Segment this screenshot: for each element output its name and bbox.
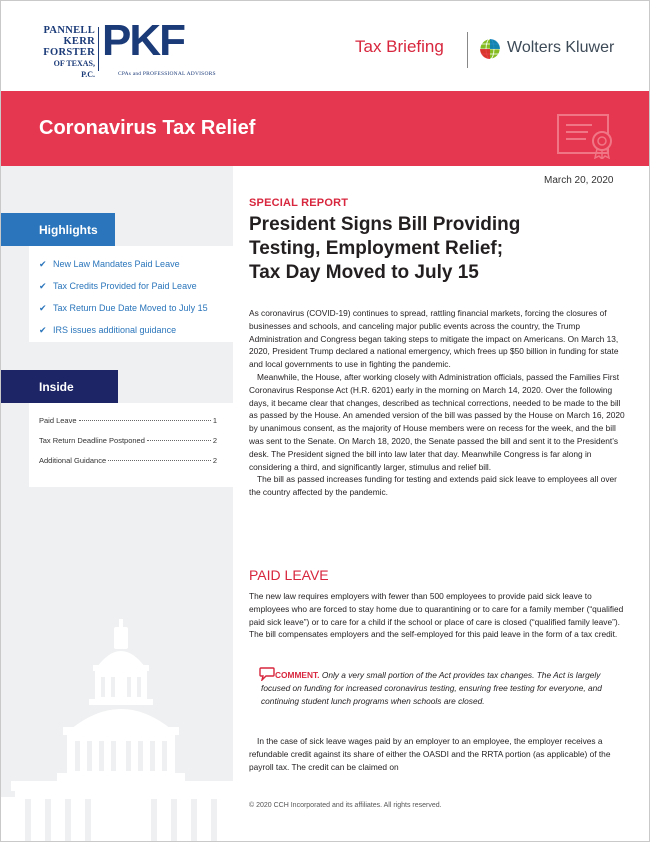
toc-leader (108, 460, 211, 461)
headline-line: President Signs Bill Providing (249, 214, 521, 235)
highlight-item (39, 325, 208, 347)
publisher-name: Wolters Kluwer (507, 39, 615, 56)
publication-date: March 20, 2020 (544, 175, 614, 186)
toc-label: Tax Return Deadline Postponed (39, 436, 145, 445)
toc-entry-guidance[interactable] (39, 456, 217, 476)
paragraph-paid-leave: The new law requires employers with fewer than 500 employees to provide paid sick leave to employees who are forced to stay home due to quarantining or to care for a family member (“qualified paid sick leave”) or to care for a child if the school or place of care is closed (“qualified family leave”). The bill compensates employers and the self-employed for this paid leave in the form of a tax credit. (249, 591, 624, 640)
certificate-icon (556, 111, 618, 159)
special-report-label: SPECIAL REPORT (249, 197, 349, 209)
paragraph-intro: As coronavirus (COVID-19) continues to spread, rattling financial markets, forcing the closures of businesses and schools, and canceling major public events across the country, the Trump Administration and Congress began taking steps to mitigate the impact on Americans. On March 13, 2020, President Trump declared a national emergency, which frees up $50 billion in funding for state and local governments to use in fighting the pandemic. (249, 308, 619, 370)
comment-box (261, 669, 625, 707)
inside-heading: Inside (39, 380, 74, 394)
highlights-heading-box (1, 213, 115, 246)
toc-page: 2 (212, 436, 217, 445)
firm-logo-divider (98, 27, 99, 71)
credit-body (249, 735, 625, 773)
article-heading (249, 197, 625, 285)
banner-title: Coronavirus Tax Relief (39, 117, 256, 139)
checkmark-icon: ✔ (39, 303, 47, 313)
toc-leader (147, 440, 211, 441)
paragraph-funding: The bill as passed increases funding for testing and extends paid sick leave to employees all over the country affected by the pandemic. (249, 474, 617, 498)
headline-line: Testing, Employment Relief; (249, 238, 504, 259)
wolters-kluwer-globe-icon (479, 38, 501, 60)
paragraph-house: Meanwhile, the House, after working closely with Administration officials, passed the Families First Coronavirus Response Act (H.R. 6201) early in the morning on March 14, 2020. Over the following days, it became clear that changes, described as technical corrections, needed to be made to the bill as passed by the House. An amended version of the bill was passed by the House on March 16, 2020 by unanimous consent, as the majority of House members were on recess for the week, and the bill was sent to the Senate. On March 18, 2020, the Senate passed the bill and sent it to the President’s desk. The President signed the bill into law later that day. Meanwhile Congress is far along in considering a third, and significantly larger, stimulus and relief bill. (249, 371, 625, 472)
firm-name (39, 25, 95, 80)
header-divider (467, 32, 468, 68)
highlight-text: Tax Return Due Date Moved to July 15 (53, 303, 208, 313)
firm-name-line1: PANNELL (43, 25, 95, 36)
headline-line: Tax Day Moved to July 15 (249, 262, 479, 283)
toc-label: Paid Leave (39, 416, 77, 425)
toc-entry-deadline[interactable] (39, 436, 217, 456)
pkf-logo: PKF (102, 16, 184, 65)
article-headline (249, 213, 625, 285)
publication-title: Tax Briefing (355, 37, 444, 56)
toc-page: 2 (212, 456, 217, 465)
highlights-list (39, 259, 208, 347)
highlight-text: IRS issues additional guidance (53, 325, 177, 335)
toc-leader (79, 420, 211, 421)
highlight-item (39, 303, 208, 325)
capitol-building-icon (1, 619, 233, 842)
comment-text: Only a very small portion of the Act provides tax changes. The Act is largely focused on funding for increased coronavirus testing, ensuring free testing for everyone, and continuing student lunch programs when schools are closed. (261, 670, 602, 706)
comment-label: COMMENT. (275, 670, 320, 680)
highlight-item (39, 259, 208, 281)
toc-label: Additional Guidance (39, 456, 107, 465)
highlights-heading: Highlights (39, 223, 98, 237)
firm-name-line3: FORSTER (43, 47, 95, 58)
inside-heading-box (1, 370, 118, 403)
toc-entry-paid-leave[interactable] (39, 416, 217, 436)
firm-name-line2: KERR (63, 36, 95, 47)
header (1, 1, 650, 91)
copyright-footer: © 2020 CCH Incorporated and its affiliates. All rights reserved. (249, 802, 442, 809)
toc-page: 1 (212, 416, 217, 425)
firm-tagline: CPAs and PROFESSIONAL ADVISORS (118, 71, 216, 77)
article-body (249, 307, 625, 499)
checkmark-icon: ✔ (39, 281, 47, 291)
highlight-text: Tax Credits Provided for Paid Leave (53, 281, 197, 291)
firm-name-line4: OF TEXAS, P.C. (53, 59, 95, 79)
table-of-contents (39, 416, 217, 476)
paid-leave-body (249, 590, 625, 641)
highlight-item (39, 281, 208, 303)
paragraph-credit: In the case of sick leave wages paid by an employer to an employee, the employer receives a refundable credit against its share of either the OASDI and the RRTA portion (as applicable) of the payroll tax. The credit can be claimed on (249, 736, 611, 772)
checkmark-icon: ✔ (39, 259, 47, 269)
highlight-text: New Law Mandates Paid Leave (53, 259, 180, 269)
section-title-paid-leave: PAID LEAVE (249, 567, 329, 583)
checkmark-icon: ✔ (39, 325, 47, 335)
